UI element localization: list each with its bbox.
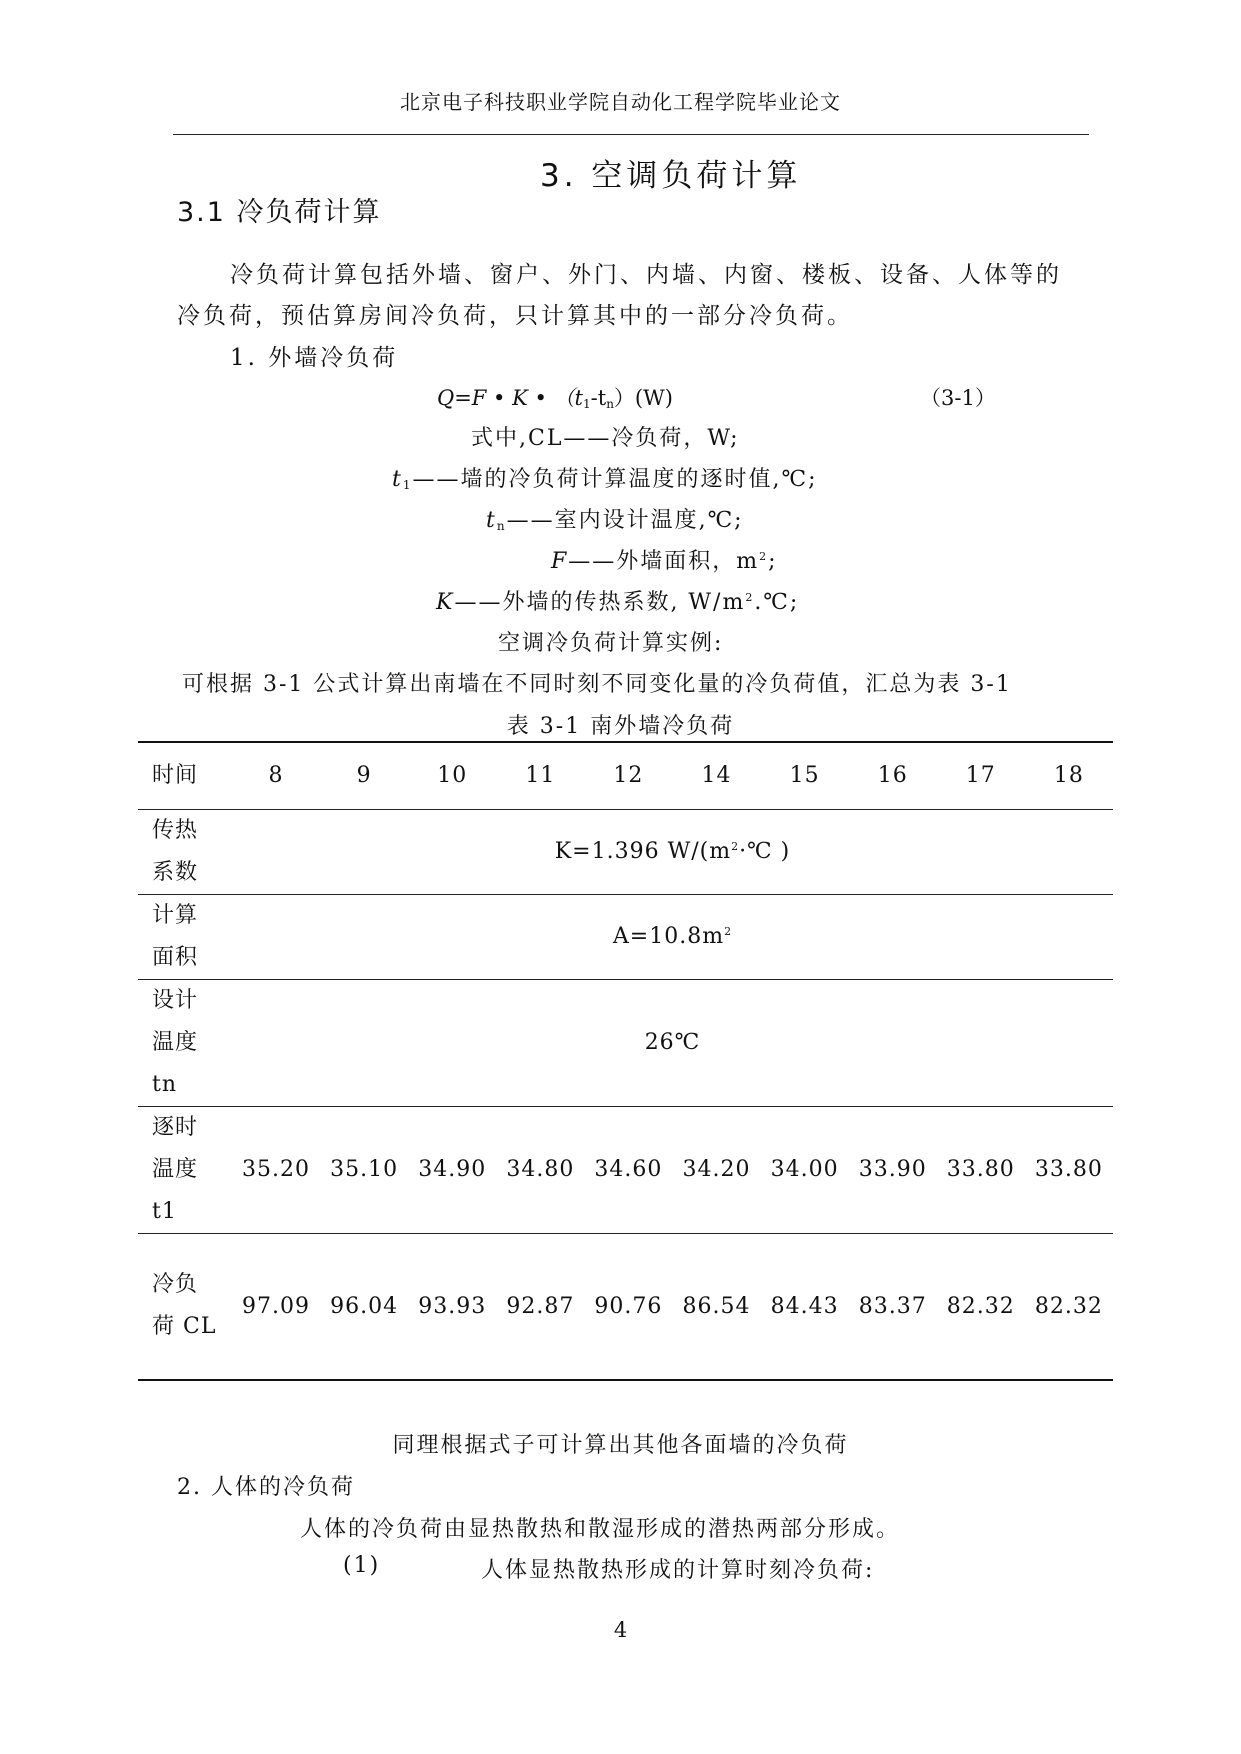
table-row-time <box>138 742 1113 809</box>
item-2-heading: 2. 人体的冷负荷 <box>177 1475 355 1500</box>
heat-transfer-value-superscript: 2 <box>731 840 740 853</box>
definition-f-superscript: 2 <box>759 550 769 563</box>
cooling-load-cell: 84.43 <box>761 1233 849 1380</box>
design-temp-value: 26℃ <box>232 979 1113 1106</box>
cooling-load-cell: 90.76 <box>584 1233 672 1380</box>
hour-cell: 10 <box>408 742 496 809</box>
definition-k <box>436 585 799 616</box>
row-label-line: 计算 <box>152 902 199 928</box>
hour-cell: 16 <box>849 742 937 809</box>
formula-sub-2: n <box>606 397 614 411</box>
definition-cl: 式中,CL——冷负荷，W; <box>471 426 740 451</box>
area-value-superscript: 2 <box>724 925 733 938</box>
hourly-temp-cell: 35.10 <box>320 1106 408 1233</box>
chapter-title: 3. 空调负荷计算 <box>540 158 802 194</box>
definition-f-text: ——外墙面积，m <box>568 549 760 574</box>
definition-f-symbol: F <box>551 549 569 574</box>
cooling-load-cell: 82.32 <box>1025 1233 1113 1380</box>
hourly-temp-cell: 34.20 <box>672 1106 760 1233</box>
south-wall-cooling-load-table <box>138 741 1113 1381</box>
cooling-load-cell: 97.09 <box>232 1233 320 1380</box>
row-label-line: t1 <box>152 1198 177 1224</box>
hour-cell: 14 <box>672 742 760 809</box>
area-value <box>232 894 1113 979</box>
definition-t1-subscript: 1 <box>402 478 413 492</box>
sub-item-text: 人体显热散热形成的计算时刻冷负荷: <box>481 1558 875 1583</box>
definition-k-superscript: 2 <box>745 591 755 604</box>
formula-sub-1: 1 <box>583 397 591 411</box>
hourly-temp-cell: 34.90 <box>408 1106 496 1233</box>
hour-cell: 11 <box>496 742 584 809</box>
example-text: 可根据 3-1 公式计算出南墙在不同时刻不同变化量的冷负荷值，汇总为表 3-1 <box>182 672 1012 697</box>
heat-transfer-value <box>232 809 1113 894</box>
row-label-line: 面积 <box>152 944 199 970</box>
definition-tn <box>486 503 744 534</box>
formula-rhs: ）(W) <box>613 386 673 410</box>
hour-cell: 9 <box>320 742 408 809</box>
row-label-line: 逐时 <box>152 1114 199 1140</box>
cooling-load-cell: 82.32 <box>937 1233 1025 1380</box>
hourly-temp-cell: 34.00 <box>761 1106 849 1233</box>
heat-transfer-value-end: ·℃ ) <box>739 839 791 864</box>
row-label-cooling-load <box>138 1233 232 1380</box>
intro-line-2: 冷负荷，预估算房间冷负荷，只计算其中的一部分冷负荷。 <box>177 303 853 329</box>
definition-k-end: .℃; <box>754 590 800 615</box>
definition-f-end: ; <box>768 549 778 574</box>
row-label-line: 荷 CL <box>152 1314 217 1340</box>
hourly-temp-cell: 34.80 <box>496 1106 584 1233</box>
row-label-line: 系数 <box>152 859 199 885</box>
formula-lhs: Q=F • K • （t <box>437 386 583 410</box>
sub-item-number: (1) <box>343 1553 381 1578</box>
definition-t1-symbol: t <box>392 467 403 492</box>
table-caption: 表 3-1 南外墙冷负荷 <box>506 714 735 739</box>
table-row-heat-transfer <box>138 809 1113 894</box>
cooling-load-cell: 93.93 <box>408 1233 496 1380</box>
definition-tn-text: ——室内设计温度,℃; <box>506 508 744 533</box>
table-row-design-temp <box>138 979 1113 1106</box>
formula <box>437 382 673 412</box>
area-value-text: A=10.8m <box>612 924 725 949</box>
definition-f <box>551 544 778 575</box>
hour-cell: 8 <box>232 742 320 809</box>
hour-cell: 12 <box>584 742 672 809</box>
item-1-heading: 1. 外墙冷负荷 <box>230 345 399 371</box>
row-label-hourly-temp <box>138 1106 232 1233</box>
cooling-load-cell: 83.37 <box>849 1233 937 1380</box>
page-number: 4 <box>613 1618 628 1642</box>
row-label-line: 冷负 <box>152 1272 199 1298</box>
hourly-temp-cell: 34.60 <box>584 1106 672 1233</box>
definition-tn-symbol: t <box>486 508 497 533</box>
hourly-temp-cell: 33.90 <box>849 1106 937 1233</box>
hour-cell: 15 <box>761 742 849 809</box>
definition-t1 <box>392 462 818 493</box>
definition-tn-subscript: n <box>496 519 507 533</box>
section-title: 3.1 冷负荷计算 <box>177 197 382 228</box>
cooling-load-cell: 92.87 <box>496 1233 584 1380</box>
hourly-temp-cell: 35.20 <box>232 1106 320 1233</box>
hourly-temp-cell: 33.80 <box>937 1106 1025 1233</box>
row-label-heat-transfer <box>138 809 232 894</box>
hourly-temp-cell: 33.80 <box>1025 1106 1113 1233</box>
row-label-area <box>138 894 232 979</box>
table-row-cooling-load <box>138 1233 1113 1380</box>
heat-transfer-value-text: K=1.396 W/(m <box>554 839 732 864</box>
row-label-line: 设计 <box>152 987 199 1013</box>
row-label-design-temp <box>138 979 232 1106</box>
header-rule <box>173 134 1089 135</box>
formula-number: （3-1） <box>920 386 996 410</box>
definition-k-symbol: K <box>436 590 455 615</box>
intro-line-1: 冷负荷计算包括外墙、窗户、外门、内墙、内窗、楼板、设备、人体等的 <box>230 262 1062 288</box>
hour-cell: 17 <box>937 742 1025 809</box>
cooling-load-cell: 96.04 <box>320 1233 408 1380</box>
definition-t1-text: ——墙的冷负荷计算温度的逐时值,℃; <box>412 467 818 492</box>
definition-k-text: ——外墙的传热系数, W/m <box>454 590 746 615</box>
page-header: 北京电子科技职业学院自动化工程学院毕业论文 <box>400 90 841 114</box>
row-label-line: tn <box>152 1071 178 1097</box>
table-row-area <box>138 894 1113 979</box>
row-label-time: 时间 <box>138 742 232 809</box>
row-label-line: 温度 <box>152 1156 199 1182</box>
human-load-text: 人体的冷负荷由显热散热和散湿形成的潜热两部分形成。 <box>300 1517 901 1542</box>
hour-cell: 18 <box>1025 742 1113 809</box>
row-label-line: 温度 <box>152 1029 199 1055</box>
cooling-load-cell: 86.54 <box>672 1233 760 1380</box>
example-title: 空调冷负荷计算实例: <box>498 631 724 656</box>
row-label-line: 传热 <box>152 817 199 843</box>
same-method-text: 同理根据式子可计算出其他各面墙的冷负荷 <box>392 1433 849 1458</box>
table-row-hourly-temp <box>138 1106 1113 1233</box>
formula-mid: -t <box>590 386 607 410</box>
